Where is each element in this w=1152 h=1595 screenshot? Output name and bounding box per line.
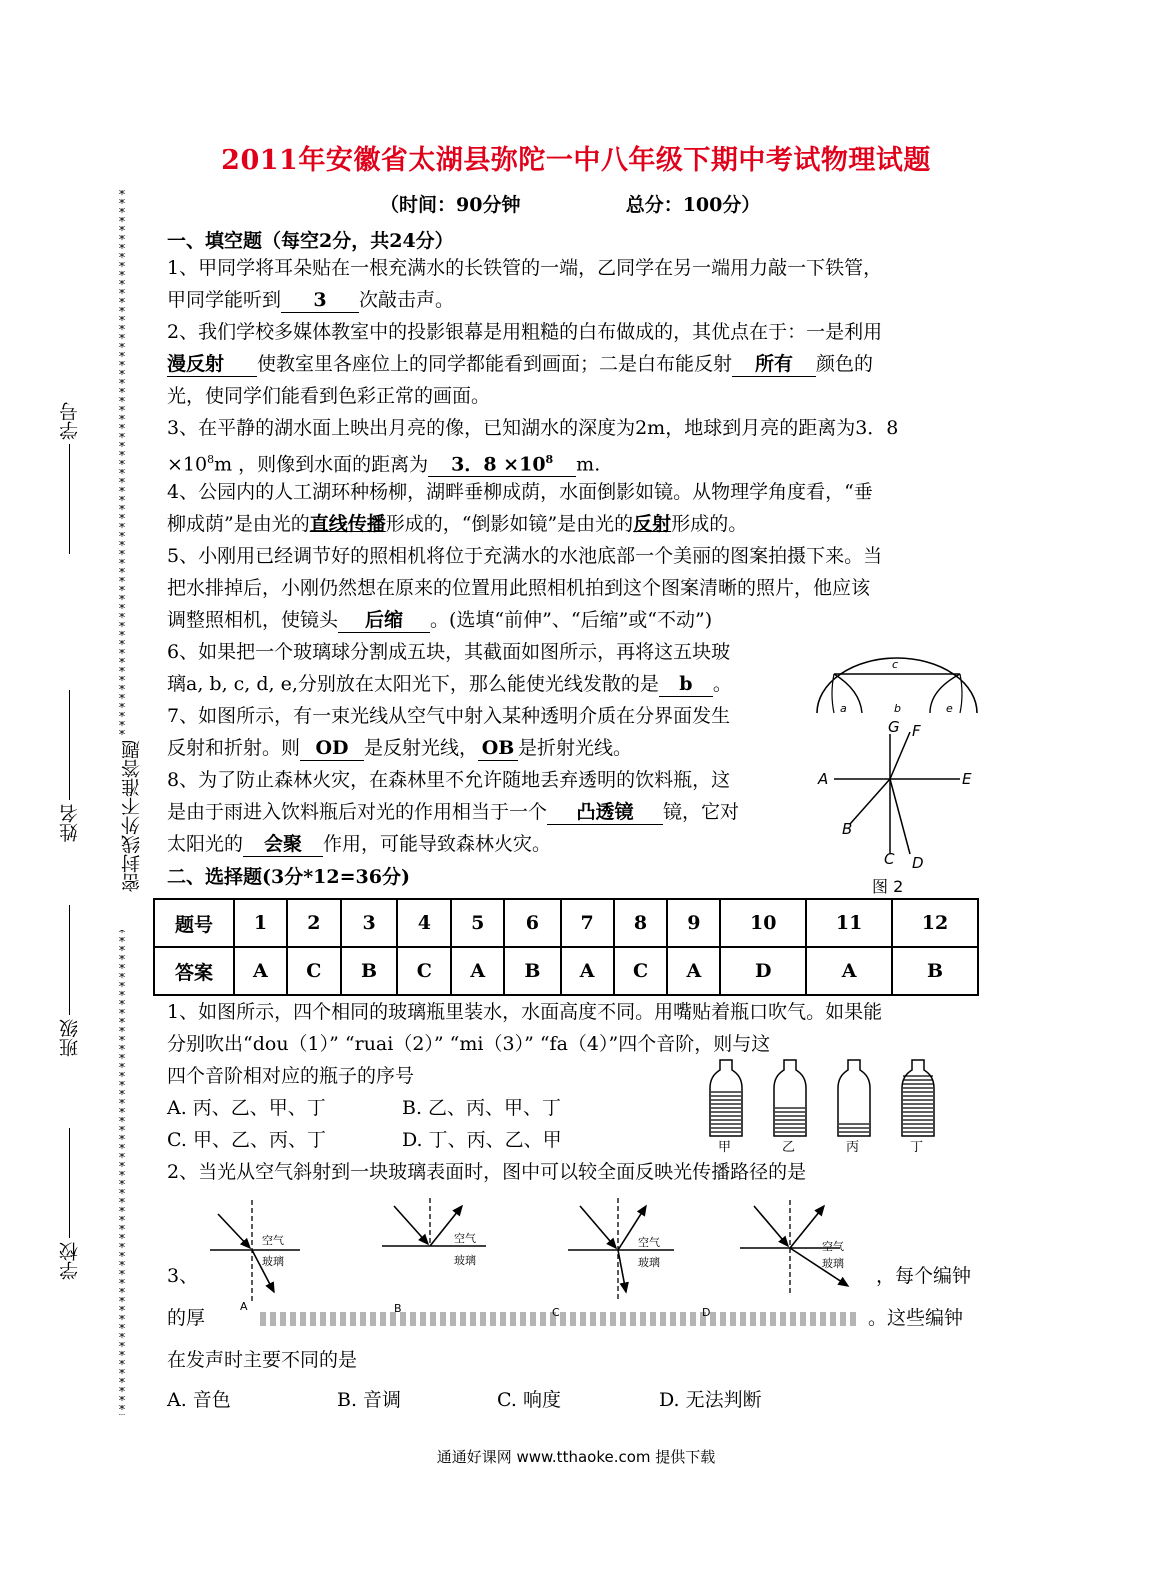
option-b: B. 音调 [337, 1389, 402, 1411]
figure-letter: D [702, 1306, 711, 1319]
fig2-label-a: A [818, 770, 829, 788]
table-cell: A [561, 947, 614, 995]
fill-q4-line2: 柳成荫”是由光的直线传播形成的，“倒影如镜”是由光的反射形成的。 [167, 513, 748, 535]
fig2-caption: 图 2 [872, 877, 904, 896]
choice-q3-line3: 在发声时主要不同的是 [167, 1349, 358, 1371]
refraction-options-figure [200, 1192, 900, 1322]
bottle-label: 乙 [782, 1140, 796, 1154]
section2-heading: 二、选择题(3分*12=36分) [167, 866, 410, 888]
table-cell: 1 [234, 899, 287, 947]
answer-blank: 3 [281, 288, 359, 313]
table-header-cell: 题号 [154, 899, 234, 947]
table-cell: C [397, 947, 451, 995]
table-cell: 11 [806, 899, 892, 947]
table-cell: 10 [720, 899, 806, 947]
table-cell: B [504, 947, 561, 995]
table-cell: 7 [561, 899, 614, 947]
answer-blank: 所有 [732, 352, 816, 377]
bottle-yi [774, 1060, 806, 1154]
lens-label-b: b [894, 702, 901, 715]
time-label: （时间：90分钟 [380, 194, 521, 216]
choice-q2-text: 2、当光从空气斜射到一块玻璃表面时，图中可以较全面反映光传播路径的是 [167, 1161, 807, 1183]
choice-q1-options-cd [167, 1124, 562, 1156]
fill-q2-line2: 漫反射 使教室里各座位上的同学都能看到画面；二是白布能反射 所有 颜色的 [167, 353, 874, 375]
answer-blank: OB [478, 736, 518, 761]
answer-blank: b [659, 672, 713, 697]
option-d: D. 丁、丙、乙、甲 [402, 1129, 562, 1151]
table-cell: A [451, 947, 504, 995]
choice-q3-line2-start: 的厚 [167, 1307, 206, 1329]
fig2-label-e: E [962, 770, 972, 788]
figure-option-d [702, 1200, 848, 1319]
fig2-label-c: C [884, 850, 895, 868]
svg-text:空气: 空气 [454, 1232, 476, 1245]
table-header-cell: 答案 [154, 947, 234, 995]
answer-table [153, 898, 979, 996]
lens-label-a: a [840, 702, 847, 715]
table-cell: A [667, 947, 720, 995]
fill-q5-line1: 5、小刚用已经调节好的照相机将位于充满水的水池底部一个美丽的图案拍摄下来。当 [167, 545, 883, 567]
option-a: A. 丙、乙、甲、丁 [167, 1097, 326, 1119]
footer-credit: 通通好课网 www.tthaoke.com 提供下载 [436, 1448, 716, 1466]
table-cell: C [614, 947, 668, 995]
choice-q1-line3: 四个音阶相对应的瓶子的序号 [167, 1065, 415, 1087]
fill-q3-line1: 3、在平静的湖水面上映出月亮的像，已知湖水的深度为2m，地球到月亮的距离为3．8 [167, 417, 899, 439]
seal-warning-text: 密封线外不准答题 [121, 740, 143, 892]
svg-text:玻璃: 玻璃 [262, 1255, 284, 1268]
option-a: A. 音色 [167, 1389, 231, 1411]
bottle-label: 丙 [846, 1140, 860, 1154]
table-row [154, 899, 978, 947]
option-c: C. 甲、乙、丙、丁 [167, 1129, 326, 1151]
figure-letter: B [394, 1302, 402, 1315]
option-d: D. 无法判断 [659, 1389, 762, 1411]
exam-info [380, 190, 760, 217]
svg-text:空气: 空气 [262, 1234, 284, 1247]
score-label: 总分：100分） [625, 194, 761, 216]
fill-q2-line1: 2、我们学校多媒体教室中的投影银幕是用粗糙的白布做成的，其优点在于：一是利用 [167, 321, 883, 343]
table-cell: 4 [397, 899, 451, 947]
svg-text:玻璃: 玻璃 [454, 1254, 476, 1267]
table-cell: 9 [667, 899, 720, 947]
svg-text:空气: 空气 [822, 1240, 844, 1253]
table-cell: B [892, 947, 978, 995]
table-cell: B [341, 947, 398, 995]
lens-label-e: e [946, 702, 953, 715]
figure-option-b [382, 1198, 486, 1315]
section1-heading: 一、填空题（每空2分，共24分） [167, 230, 454, 252]
fill-q7-line2: 反射和折射。则 OD 是反射光线， OB 是折射光线。 [167, 737, 633, 759]
choice-q3-line2-end: 。这些编钟 [868, 1307, 964, 1329]
table-cell: 3 [341, 899, 398, 947]
fill-q1-line1: 1、甲同学将耳朵贴在一根充满水的长铁管的一端，乙同学在另一端用力敲一下铁管， [167, 257, 883, 279]
lens-label-c: c [892, 658, 899, 671]
class-field: 班级 [56, 905, 83, 1057]
table-cell: 6 [504, 899, 561, 947]
fig2-label-f: F [912, 722, 921, 740]
bottle-jia [710, 1060, 742, 1154]
school-field: 学校 [56, 1128, 83, 1280]
choice-q1-line1: 1、如图所示，四个相同的玻璃瓶里装水，水面高度不同。用嘴贴着瓶口吹气。如果能 [167, 1001, 883, 1023]
table-cell: A [806, 947, 892, 995]
fill-q8-line1: 8、为了防止森林火灾，在森林里不允许随地丢弃透明的饮料瓶，这 [167, 769, 731, 791]
bottle-ding [902, 1060, 934, 1154]
table-cell: A [234, 947, 287, 995]
bottle-bing [838, 1060, 870, 1154]
fill-q5-line2: 把水排掉后，小刚仍然想在原来的位置用此照相机拍到这个图案清晰的照片，他应该 [167, 577, 871, 599]
fig2-label-d: D [912, 854, 924, 872]
answer-blank: 后缩 [338, 608, 430, 633]
page-title: 2011年安徽省太湖县弥陀一中八年级下期中考试物理试题 [221, 145, 931, 176]
fill-q4-line1: 4、公园内的人工湖环种杨柳，湖畔垂柳成荫，水面倒影如镜。从物理学角度看，“垂 [167, 481, 873, 503]
answer-blank: OD [300, 736, 364, 761]
table-cell: 5 [451, 899, 504, 947]
table-cell: 12 [892, 899, 978, 947]
choice-q1-line2: 分别吹出“dou（1）” “ruai（2）” “mi（3）” “fa（4）”四个音阶，则与这 [167, 1033, 771, 1055]
choice-q3-options [167, 1384, 762, 1416]
glass-ball-figure [812, 650, 982, 720]
option-b: B. 乙、丙、甲、丁 [402, 1097, 562, 1119]
bottle-label: 丁 [910, 1140, 924, 1154]
svg-text:玻璃: 玻璃 [638, 1256, 660, 1269]
fill-q6-line2: 璃a, b, c, d, e,分别放在太阳光下，那么能使光线发散的是 b 。 [167, 673, 732, 695]
table-cell: C [287, 947, 341, 995]
name-field: 姓名 [56, 690, 83, 842]
table-cell: 2 [287, 899, 341, 947]
table-row [154, 947, 978, 995]
answer-blank: 3．$8 \times 10^8$ [428, 448, 576, 477]
student-number-field: 学号 [56, 402, 83, 554]
fig2-label-g: G [888, 718, 900, 736]
fill-q2-line3: 光，使同学们能看到色彩正常的画面。 [167, 385, 491, 407]
fill-q1-line2: 甲同学能听到 3 次敲击声。 [167, 289, 455, 311]
choice-q3-line1-end: ，每个编钟 [876, 1265, 972, 1287]
figure-2-light-rays [812, 716, 982, 898]
svg-text:空气: 空气 [638, 1236, 660, 1249]
option-c: C. 响度 [497, 1389, 561, 1411]
answer-blank: 凸透镜 [547, 800, 663, 825]
table-cell: D [720, 947, 806, 995]
choice-q3-line1-start: 3、 [167, 1265, 199, 1287]
figure-option-a [210, 1200, 300, 1313]
fill-q8-line2: 是由于雨进入饮料瓶后对光的作用相当于一个 凸透镜 镜，它对 [167, 801, 740, 823]
fill-q6-line1: 6、如果把一个玻璃球分割成五块，其截面如图所示，再将这五块玻 [167, 641, 731, 663]
bottle-label: 甲 [718, 1140, 732, 1154]
answer-blank: 会聚 [243, 832, 323, 857]
choice-q1-options-ab [167, 1092, 561, 1124]
fill-q3-line2: $\times 10^8m$ ，则像到水面的距离为 3．$8 \times 10^8$ m. [167, 444, 600, 480]
fig2-label-b: B [842, 820, 853, 838]
svg-text:玻璃: 玻璃 [822, 1257, 844, 1270]
fill-q8-line3: 太阳光的 会聚 作用，可能导致森林火灾。 [167, 833, 552, 855]
answer-text: 反射 [633, 513, 672, 535]
figure-option-c [552, 1198, 674, 1319]
table-cell: 8 [614, 899, 668, 947]
figure-letter: A [240, 1300, 248, 1313]
answer-text: 直线传播 [309, 513, 386, 535]
fill-q7-line1: 7、如图所示，有一束光线从空气中射入某种透明介质在分界面发生 [167, 705, 731, 727]
fill-q5-line3: 调整照相机，使镜头 后缩 。(选填“前伸”、“后缩”或“不动”) [167, 609, 713, 631]
figure-letter: C [552, 1306, 560, 1319]
answer-blank: 漫反射 [167, 352, 257, 377]
bottles-figure [700, 1058, 950, 1154]
